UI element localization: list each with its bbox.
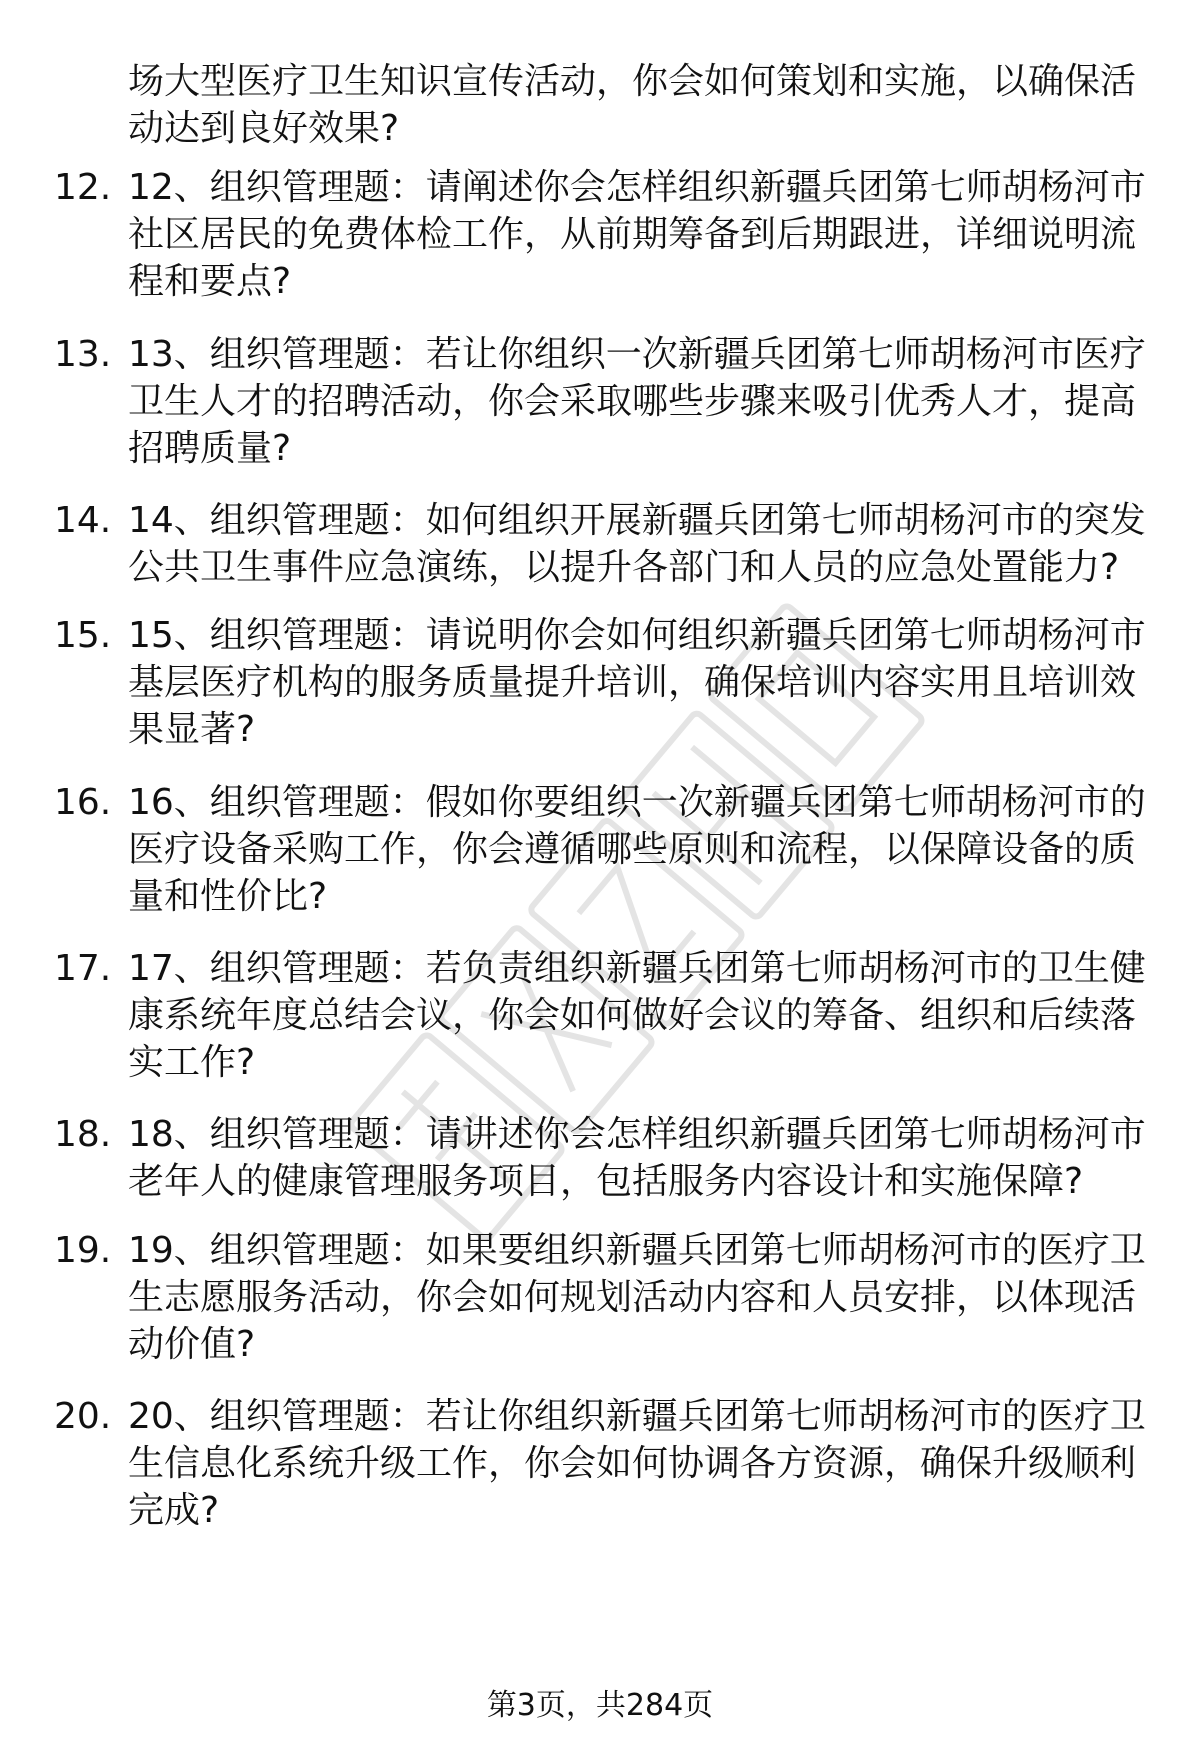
list-item-number: 13. xyxy=(54,334,112,375)
list-item-number: 14. xyxy=(54,500,112,541)
list-item-text: 14、组织管理题：如何组织开展新疆兵团第七师胡杨河市的突发公共卫生事件应急演练，以提升各部门和人员的应急处置能力? xyxy=(128,500,1146,588)
list-item-text: 16、组织管理题：假如你要组织一次新疆兵团第七师胡杨河市的医疗设备采购工作，你会遵循哪些原则和流程，以保障设备的质量和性价比? xyxy=(128,782,1146,917)
list-item-text: 17、组织管理题：若负责组织新疆兵团第七师胡杨河市的卫生健康系统年度总结会议，你会如何做好会议的筹备、组织和后续落实工作? xyxy=(128,948,1146,1083)
list-item xyxy=(54,612,1154,753)
list-item xyxy=(54,1393,1154,1534)
list-item-text: 15、组织管理题：请说明你会如何组织新疆兵团第七师胡杨河市基层医疗机构的服务质量提升培训，确保培训内容实用且培训效果显著? xyxy=(128,615,1146,750)
page-footer: 第3页，共284页 xyxy=(486,1688,714,1723)
list-item xyxy=(54,497,1154,591)
list-item xyxy=(54,331,1154,472)
list-item-number: 17. xyxy=(54,948,112,989)
intro-paragraph: 场大型医疗卫生知识宣传活动，你会如何策划和实施，以确保活动达到良好效果? xyxy=(128,61,1137,149)
list-item-number: 20. xyxy=(54,1396,112,1437)
list-item xyxy=(54,1227,1154,1368)
list-item-text: 12、组织管理题：请阐述你会怎样组织新疆兵团第七师胡杨河市社区居民的免费体检工作，从前期筹备到后期跟进，详细说明流程和要点? xyxy=(128,167,1146,302)
list-item-text: 20、组织管理题：若让你组织新疆兵团第七师胡杨河市的医疗卫生信息化系统升级工作，你会如何协调各方资源，确保升级顺利完成? xyxy=(128,1396,1146,1531)
list-item xyxy=(54,164,1154,305)
list-item-number: 16. xyxy=(54,782,112,823)
list-item-text: 13、组织管理题：若让你组织一次新疆兵团第七师胡杨河市医疗卫生人才的招聘活动，你会采取哪些步骤来吸引优秀人才，提高招聘质量? xyxy=(128,334,1146,469)
list-item xyxy=(54,779,1154,920)
list-item-number: 12. xyxy=(54,167,112,208)
list-item-number: 15. xyxy=(54,615,112,656)
list-item xyxy=(54,1111,1154,1205)
list-item xyxy=(54,945,1154,1086)
list-item-text: 18、组织管理题：请讲述你会怎样组织新疆兵团第七师胡杨河市老年人的健康管理服务项目，包括服务内容设计和实施保障? xyxy=(128,1114,1146,1202)
list-item-text: 19、组织管理题：如果要组织新疆兵团第七师胡杨河市的医疗卫生志愿服务活动，你会如何规划活动内容和人员安排，以体现活动价值? xyxy=(128,1230,1146,1365)
list-item-number: 19. xyxy=(54,1230,112,1271)
list-item-number: 18. xyxy=(54,1114,112,1155)
